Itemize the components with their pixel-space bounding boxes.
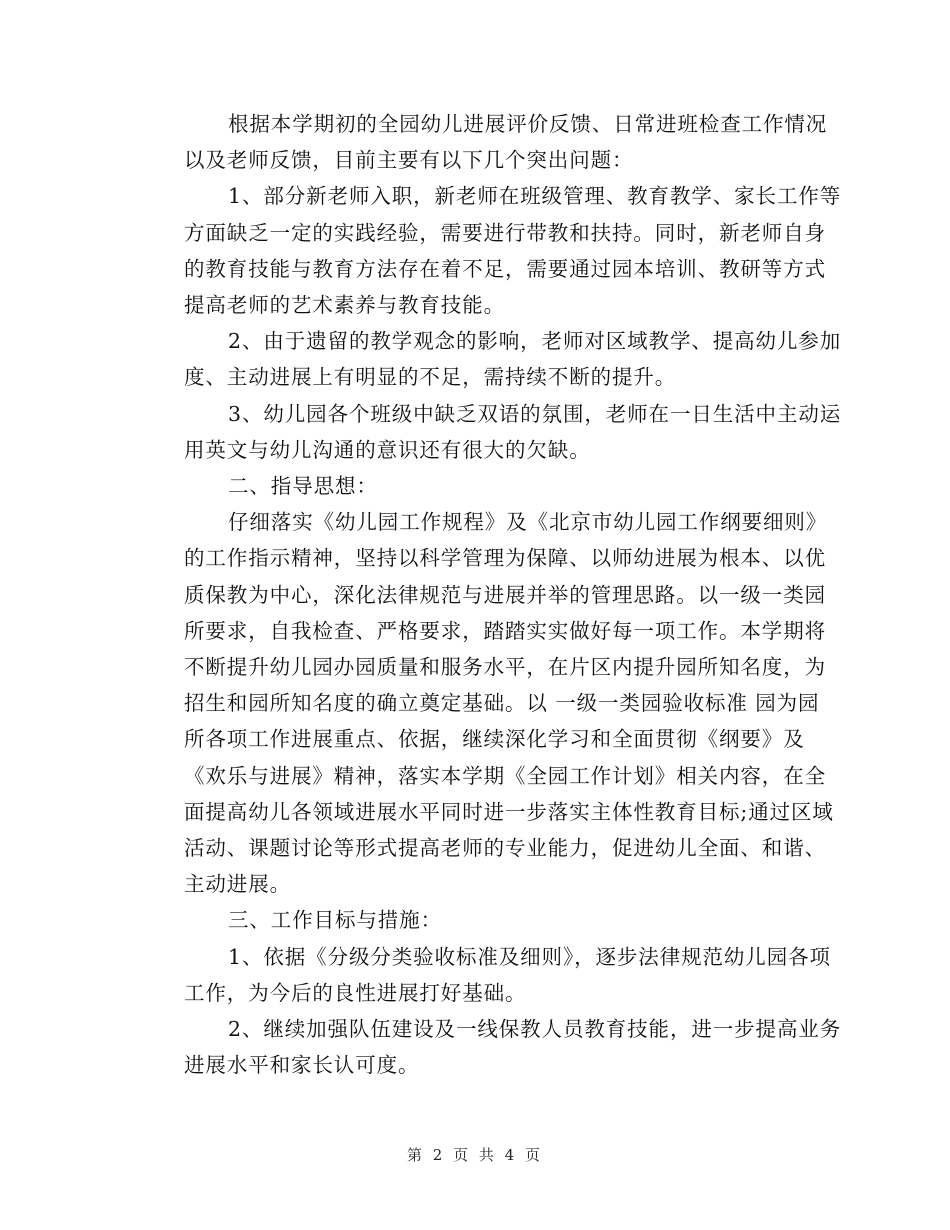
text-line: 2、继续加强队伍建设及一线保教人员教育技能，进一步提高业务 xyxy=(228,1017,842,1042)
text-line: 《欢乐与进展》精神，落实本学期《全园工作计划》相关内容，在全 xyxy=(184,763,826,788)
text-line: 所各项工作进展重点、依据，继续深化学习和全面贯彻《纲要》及 xyxy=(184,727,805,752)
paragraph-problem-2 xyxy=(143,323,842,395)
text-line: 主动进展。 xyxy=(184,872,291,897)
text-line: 所要求，自我检查、严格要求，踏踏实实做好每一项工作。本学期将 xyxy=(184,618,826,643)
section-heading-goals xyxy=(143,902,808,938)
text-line: 不断提升幼儿园办园质量和服务水平，在片区内提升园所知名度，为 xyxy=(184,655,826,680)
page-number-footer: 第 2 页 共 4 页 xyxy=(407,1146,543,1164)
text-line: 1、依据《分级分类验收标准及细则》，逐步法律规范幼儿园各项 xyxy=(228,944,831,969)
text-line: 3、幼儿园各个班级中缺乏双语的氛围，老师在一日生活中主动运 xyxy=(228,401,842,426)
section-heading: 二、指导思想： xyxy=(228,474,378,499)
section-heading-guiding-thought xyxy=(143,468,808,504)
paragraph-problem-3 xyxy=(143,396,842,468)
text-line: 2、由于遗留的教学观念的影响，老师对区域教学、提高幼儿参加 xyxy=(228,329,842,354)
paragraph-problem-1 xyxy=(143,178,842,323)
text-line: 根据本学期初的全园幼儿进展评价反馈、日常进班检查工作情况 xyxy=(228,112,828,136)
text-line: 招生和园所知名度的确立奠定基础。以 一级一类园验收标准 园为园 xyxy=(184,691,820,716)
text-line: 进展水平和家长认可度。 xyxy=(184,1053,420,1078)
paragraph-guiding-thought xyxy=(143,504,834,902)
text-line: 以及老师反馈，目前主要有以下几个突出问题： xyxy=(184,148,634,173)
paragraph-goal-2 xyxy=(143,1011,842,1083)
paragraph-intro xyxy=(143,106,828,178)
text-line: 质保教为中心，深化法律规范与进展并举的管理思路。以一级一类园 xyxy=(184,582,826,607)
text-line: 度、主动进展上有明显的不足，需持续不断的提升。 xyxy=(184,365,677,390)
text-line: 活动、课题讨论等形式提高老师的专业能力，促进幼儿全面、和谐、 xyxy=(184,836,826,861)
text-line: 的工作指示精神，坚持以科学管理为保障、以师幼进展为根本、以优 xyxy=(184,546,826,571)
text-line: 提高老师的艺术素养与教育技能。 xyxy=(184,293,505,318)
text-line: 的教育技能与教育方法存在着不足，需要通过园本培训、教研等方式 xyxy=(184,256,826,281)
text-line: 用英文与幼儿沟通的意识还有很大的欠缺。 xyxy=(184,437,591,462)
text-line: 工作，为今后的良性进展打好基础。 xyxy=(184,980,527,1005)
text-line: 1、部分新老师入职，新老师在班级管理、教育教学、家长工作等 xyxy=(228,184,842,209)
text-line: 方面缺乏一定的实践经验，需要进行带教和扶持。同时，新老师自身 xyxy=(184,220,826,245)
text-line: 仔细落实《幼儿园工作规程》及《北京市幼儿园工作纲要细则》 xyxy=(228,510,828,535)
document-body xyxy=(143,106,842,1083)
text-line: 面提高幼儿各领域进展水平同时进一步落实主体性教育目标;通过区域 xyxy=(184,799,834,824)
paragraph-goal-1 xyxy=(143,939,831,1011)
section-heading: 三、工作目标与措施： xyxy=(228,908,442,933)
